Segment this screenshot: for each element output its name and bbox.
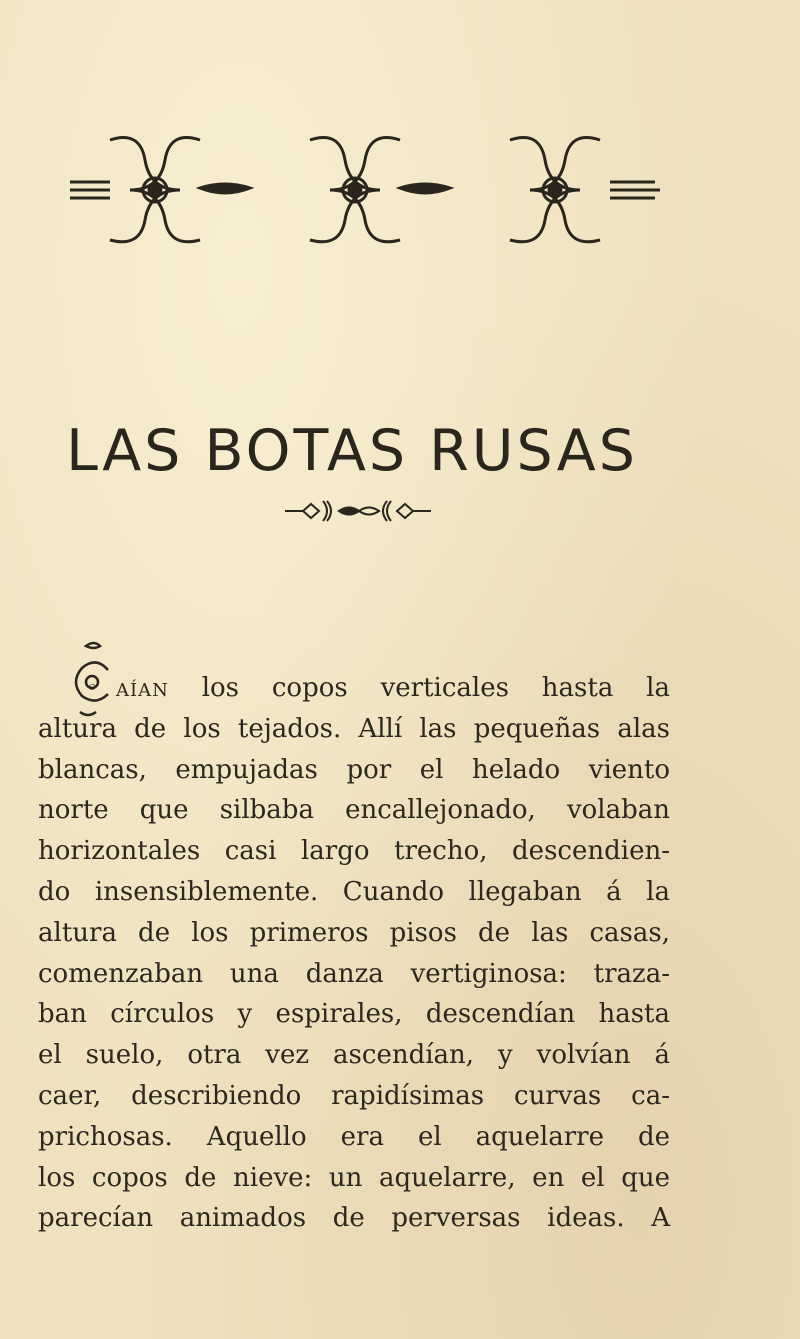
text-line-14: parecían animados de perversas ideas. A <box>38 1203 670 1234</box>
ornament-knot-2 <box>310 138 450 242</box>
text-line-2: altura de los tejados. Allí las pequeñas alas <box>38 713 670 744</box>
ornament-knot-3 <box>510 138 660 242</box>
text-line-5: horizontales casi largo trecho, descendien- <box>38 836 670 867</box>
drop-cap-letter: C <box>88 683 96 692</box>
text-line-6: do insensiblemente. Cuando llegaban á la <box>38 876 670 907</box>
text-line-10: el suelo, otra vez ascendían, y volvían á <box>38 1040 670 1071</box>
first-word-small-caps: aían <box>116 673 169 703</box>
text-line-8: comenzaban una danza vertiginosa: traza- <box>38 958 670 989</box>
ornament-knot-1 <box>70 138 250 242</box>
body-paragraph <box>38 668 670 1239</box>
text-line-4: norte que silbaba encallejonado, volaban <box>38 795 670 826</box>
chapter-title: LAS BOTAS RUSAS <box>66 418 638 484</box>
text-line-12: prichosas. Aquello era el aquelarre de <box>38 1121 670 1152</box>
text-line-11: caer, describiendo rapidísimas curvas ca- <box>38 1080 670 1111</box>
decorative-header-ornament <box>50 120 670 248</box>
text-line-1: aían los copos verticales hasta la <box>116 673 670 703</box>
text-line-9: ban círculos y espirales, descendían hasta <box>38 999 670 1030</box>
text-line-13: los copos de nieve: un aquelarre, en el que <box>38 1162 670 1193</box>
text-line-7: altura de los primeros pisos de las casas, <box>38 917 670 948</box>
decorative-divider-ornament <box>283 496 433 526</box>
text-line-3: blancas, empujadas por el helado viento <box>38 754 670 785</box>
